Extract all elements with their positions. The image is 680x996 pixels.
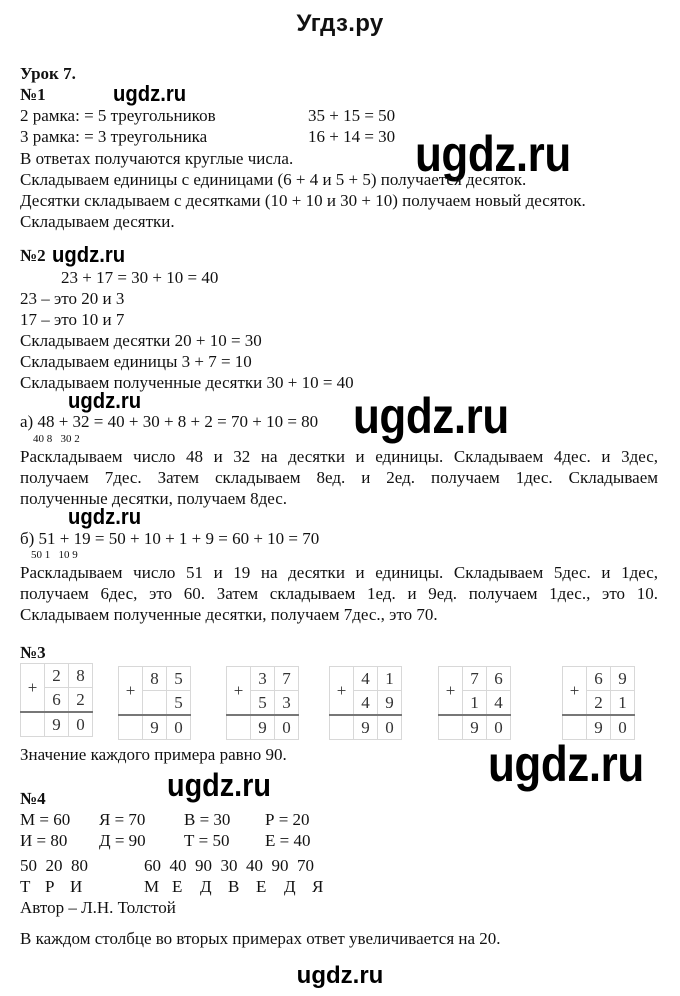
explanation-line: Раскладываем число 51 и 19 на десятки и единицы. Складываем 5дес. и 1дес, (20, 563, 658, 582)
lesson-title: Урок 7. (20, 64, 76, 83)
explanation-line: Раскладываем число 48 и 32 на десятки и единицы. Складываем 4дес. и 3дес, (20, 447, 658, 466)
empty-cell (227, 715, 251, 740)
task4-key: Т = 50 (184, 831, 230, 850)
digit: 9 (611, 667, 635, 691)
task4-label: №4 (20, 789, 46, 808)
digit: 6 (45, 688, 69, 713)
letter: Д (284, 877, 296, 896)
letter: Т (20, 877, 31, 896)
digit: 6 (587, 667, 611, 691)
watermark: ugdz.ru (167, 767, 271, 803)
digit: 1 (463, 691, 487, 716)
watermark-large: ugdz.ru (415, 126, 571, 182)
digit: 4 (354, 667, 378, 691)
column-addition-2 (118, 666, 191, 740)
number: 60 (144, 856, 161, 875)
digit: 4 (354, 691, 378, 716)
digit: 9 (45, 712, 69, 737)
word1-numbers (20, 855, 88, 876)
number: 30 (220, 856, 238, 875)
letter: Д (200, 877, 212, 896)
number: 80 (71, 856, 88, 875)
decomp-value: 50 (31, 549, 42, 561)
word2-numbers (144, 855, 314, 876)
task2a-decomp (33, 433, 80, 445)
task2-line: Складываем полученные десятки 30 + 10 = 40 (20, 373, 354, 392)
word2-letters (144, 876, 340, 897)
digit: 0 (611, 715, 635, 740)
task1-line: В ответах получаются круглые числа. (20, 149, 294, 168)
watermark-large: ugdz.ru (488, 736, 644, 792)
digit: 9 (378, 691, 402, 716)
digit: 2 (45, 664, 69, 688)
task1-line: Складываем десятки. (20, 212, 175, 231)
task1-line: Складываем единицы с единицами (6 + 4 и 5 + 5) получается десяток. (20, 170, 527, 189)
empty-cell (330, 715, 354, 740)
digit: 0 (378, 715, 402, 740)
digit: 9 (587, 715, 611, 740)
explanation-line: получаем 6дес, это 60. Затем складываем 1ед. и 9ед. получаем 1дес., это 10. (20, 584, 658, 603)
task4-key: М = 60 (20, 810, 71, 829)
decomp-value: 1 (44, 549, 51, 561)
digit: 4 (487, 691, 511, 716)
watermark: ugdz.ru (68, 504, 142, 529)
number: 20 (45, 856, 63, 875)
letter: Е (172, 877, 183, 896)
plus-sign: + (227, 667, 251, 716)
task4-author: Автор – Л.Н. Толстой (20, 898, 176, 917)
number: 90 (271, 856, 289, 875)
digit: 6 (487, 667, 511, 691)
decomp-value: 40 (33, 433, 44, 445)
task1-row1-right: 35 + 15 = 50 (308, 106, 396, 125)
number: 40 (246, 856, 263, 875)
letter: И (70, 877, 83, 896)
decomp-value: 30 (60, 433, 72, 445)
column-addition-5 (438, 666, 511, 740)
empty-cell (439, 715, 463, 740)
column-addition-1 (20, 663, 93, 737)
digit: 0 (69, 712, 93, 737)
task2-label: №2 (20, 246, 46, 265)
digit: 8 (69, 664, 93, 688)
plus-sign: + (563, 667, 587, 716)
column-addition-6 (562, 666, 635, 740)
task4-key: Е = 40 (265, 831, 311, 850)
task4-conclusion: В каждом столбце во вторых примерах ответ увеличивается на 20. (20, 929, 501, 948)
plus-sign: + (330, 667, 354, 716)
digit: 1 (611, 691, 635, 716)
decomp-value: 9 (72, 549, 78, 561)
decomp-value: 2 (74, 433, 80, 445)
decomp-value: 10 (58, 549, 70, 561)
plus-sign: + (21, 664, 45, 713)
digit: 0 (275, 715, 299, 740)
task2-line: Складываем десятки 20 + 10 = 30 (20, 331, 262, 350)
digit: 5 (167, 691, 191, 716)
task1-line: Десятки складываем с десятками (10 + 10 и 30 + 10) получаем новый десяток. (20, 191, 586, 210)
number: 40 (169, 856, 187, 875)
task4-key: Д = 90 (99, 831, 146, 850)
task2-line: 23 – это 20 и 3 (20, 289, 125, 308)
digit: 2 (587, 691, 611, 716)
watermark: ugdz.ru (113, 81, 187, 106)
explanation-line: полученные десятки, получаем 8дес. (20, 489, 288, 508)
digit (143, 691, 167, 716)
digit: 0 (487, 715, 511, 740)
footer-watermark: ugdz.ru (296, 962, 384, 989)
digit: 9 (251, 715, 275, 740)
digit: 2 (69, 688, 93, 713)
digit: 3 (275, 691, 299, 716)
task1-label: №1 (20, 85, 46, 104)
site-title: Угдз.ру (296, 10, 384, 37)
task2a-equation: а) 48 + 32 = 40 + 30 + 8 + 2 = 70 + 10 = 80 (20, 412, 319, 431)
task2a-explanation (20, 446, 658, 509)
digit: 9 (463, 715, 487, 740)
task1-row2-right: 16 + 14 = 30 (308, 127, 396, 146)
task2-line: 17 – это 10 и 7 (20, 310, 125, 329)
decomp-value: 8 (46, 433, 53, 445)
column-addition-3 (226, 666, 299, 740)
task4-key: В = 30 (184, 810, 231, 829)
empty-cell (119, 715, 143, 740)
task2-line: Складываем единицы 3 + 7 = 10 (20, 352, 252, 371)
digit: 0 (167, 715, 191, 740)
task2b-explanation (20, 562, 658, 625)
explanation-line: получаем 7дес. Затем складываем 8ед. и 2ед. получаем 1дес. Складываем (20, 468, 658, 487)
digit: 7 (275, 667, 299, 691)
digit: 8 (143, 667, 167, 691)
column-addition-4 (329, 666, 402, 740)
digit: 9 (354, 715, 378, 740)
task4-key: Я = 70 (99, 810, 146, 829)
digit: 5 (167, 667, 191, 691)
task3-label: №3 (20, 643, 46, 662)
letter: Я (312, 877, 324, 896)
number: 90 (195, 856, 212, 875)
plus-sign: + (119, 667, 143, 716)
plus-sign: + (439, 667, 463, 716)
digit: 5 (251, 691, 275, 716)
task2b-equation: б) 51 + 19 = 50 + 10 + 1 + 9 = 60 + 10 = 70 (20, 529, 320, 548)
digit: 3 (251, 667, 275, 691)
digit: 7 (463, 667, 487, 691)
letter: Е (256, 877, 267, 896)
task1-row1-left: 2 рамка: = 5 треугольников (20, 106, 216, 125)
task4-key: И = 80 (20, 831, 68, 850)
task1-row2-left: 3 рамка: = 3 треугольника (20, 127, 208, 146)
empty-cell (21, 712, 45, 737)
digit: 1 (378, 667, 402, 691)
watermark: ugdz.ru (68, 388, 142, 413)
task3-conclusion: Значение каждого примера равно 90. (20, 745, 287, 764)
letter: Р (45, 877, 55, 896)
digit: 9 (143, 715, 167, 740)
number: 50 (20, 856, 37, 875)
explanation-line: Складываем полученные десятки, получаем 7дес., это 70. (20, 605, 438, 624)
watermark: ugdz.ru (52, 242, 126, 267)
task4-key: Р = 20 (265, 810, 310, 829)
number: 70 (297, 856, 314, 875)
letter: В (228, 877, 240, 896)
task2-equation: 23 + 17 = 30 + 10 = 40 (61, 268, 219, 287)
task2b-decomp (31, 549, 78, 561)
letter: М (144, 877, 160, 896)
word1-letters (20, 876, 95, 897)
watermark-large: ugdz.ru (353, 388, 509, 444)
